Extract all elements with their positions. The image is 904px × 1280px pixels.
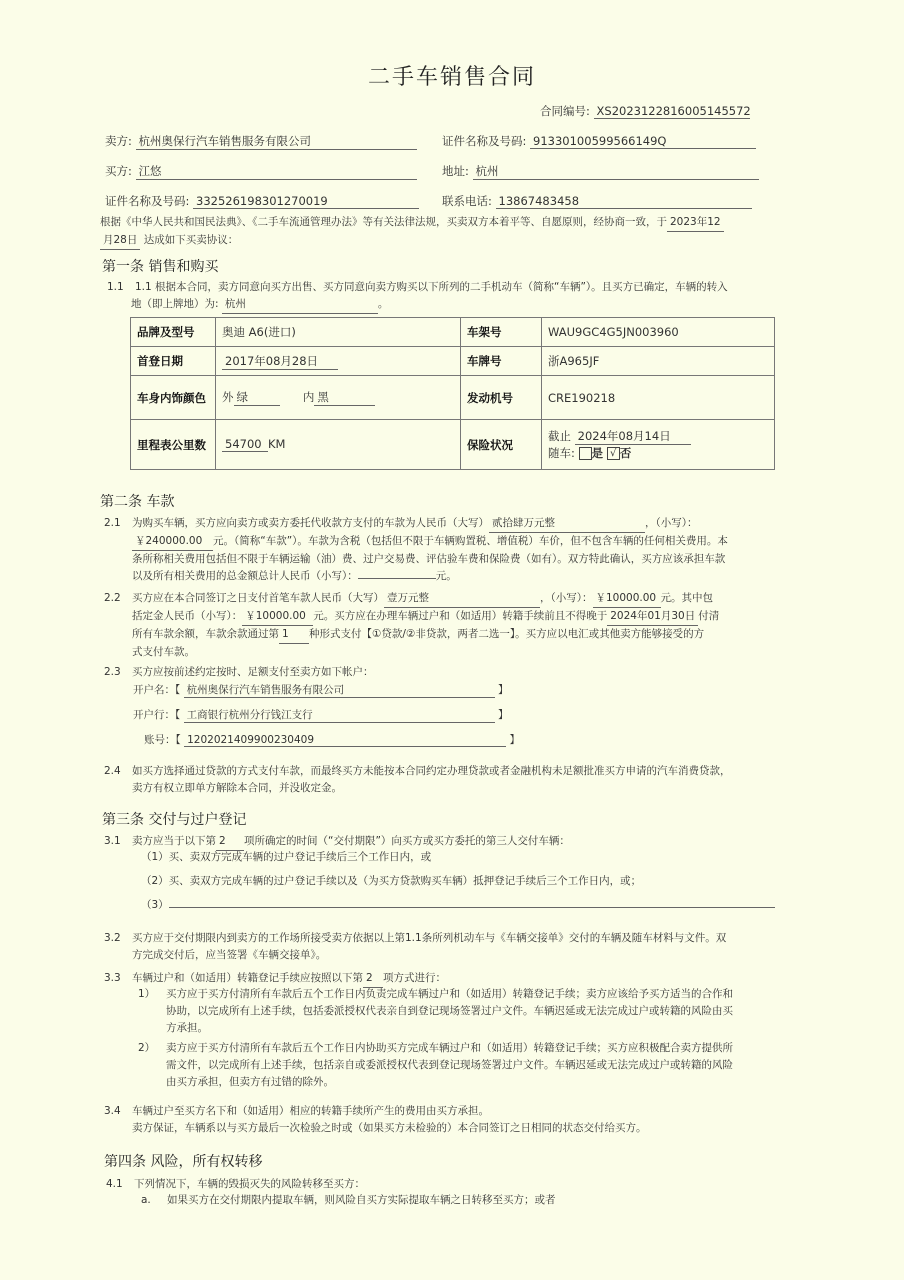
buyer-value: 江悠 <box>136 163 417 180</box>
vin-value: WAU9GC4G5JN003960 <box>542 318 775 347</box>
buyer-label: 买方: <box>105 164 132 178</box>
contract-number-row <box>540 103 750 119</box>
vehicle-table: 品牌及型号 奥迪 A6(进口) 车架号 WAU9GC4G5JN003960 首登日期 2017年08月28日 车牌号 浙A965JF 车身内饰颜色 外 绿 内 黑 发动机号 CRE190218 里程表公里数 54700 KM 保险状况 截止 2024年08月14日 随车: 是 √ 否 <box>130 317 775 470</box>
preamble: 根据《中华人民共和国民法典》、《二手车流通管理办法》等有关法律法规，买卖双方本着平等、自愿原则，经协商一致，于 2023年12 月28日 达成如下买卖协议： <box>100 214 780 250</box>
section-1-title: 第一条 销售和购买 <box>102 259 219 275</box>
preamble-date-b: 月28日 <box>100 232 140 250</box>
clause-3-1-item-1: （1）买、卖双方完成车辆的过户登记手续后三个工作日内，或 <box>141 851 432 863</box>
reg-date-label: 首登日期 <box>131 347 216 376</box>
clause-3-3-2: 2） 卖方应于买方付清所有车款后五个工作日内协助买方完成车辆过户和（如适用）转籍登记手续；买方应积极配合卖方提供所 需文件，以完成所有上述手续，包括亲自或委派授权代表到登记现场签署过户文件。车辆迟延或无法完成过户或转籍的风险 由买方承担，但卖方有过错的除外。 <box>138 1042 733 1088</box>
clause-3-1-item-3: （3） <box>141 897 781 914</box>
account-bank: 工商银行杭州分行钱江支行 <box>184 707 495 723</box>
buyer-id-label: 证件名称及号码: <box>105 194 190 208</box>
exterior-color: 绿 <box>234 389 280 406</box>
account-name-row: 开户名：【 杭州奥保行汽车销售服务有限公司 】 <box>133 684 509 696</box>
brand-value: 奥迪 A6(进口) <box>216 318 461 347</box>
reg-date-value: 2017年08月28日 <box>222 353 338 370</box>
clause-2-4: 2.4 如买方选择通过贷款的方式支付车款，而最终买方未能按本合同约定办理贷款或者金融机构未足额批准买方申请的汽车消费贷款， 卖方有权立即单方解除本合同，并没收定金。 <box>104 765 731 794</box>
seller-id-value: 91330100599566149Q <box>530 134 756 149</box>
clause-3-3-1: 1） 买方应于买方付清所有车款后五个工作日内负责完成车辆过户和（如适用）转籍登记手续；卖方应该给予买方适当的合作和 协助，以完成所有上述手续，包括委派授权代表亲自到登记现场签署过户文件。车辆迟延或无法完成过户或转籍的风险由买 方承担。 <box>138 988 733 1034</box>
engine-value: CRE190218 <box>542 376 775 420</box>
preamble-date-a: 2023年12 <box>667 214 724 232</box>
color-value: 外 绿 内 黑 <box>216 376 461 420</box>
clause-1-1: 1.1 1.1 根据本合同，卖方同意向买方出售、买方同意向卖方购买以下所列的二手机动车（简称“车辆”）。且买方已确定，车辆的转入 地（即上牌地）为: 杭州 。 <box>107 279 777 314</box>
checkbox-no-checked: √ <box>607 447 620 460</box>
seller-id-row <box>442 133 756 149</box>
buyer-id-value: 332526198301270019 <box>193 194 419 209</box>
section-4-title: 第四条 风险，所有权转移 <box>104 1154 263 1170</box>
mileage-value: 54700 <box>222 437 268 452</box>
destination-city: 杭州 <box>222 296 378 314</box>
section-2-title: 第二条 车款 <box>100 494 175 510</box>
clause-3-1: 3.1 卖方应当于以下第 2 项所确定的时间（“交付期限”）向买方或买方委托的第三人交付车辆： <box>104 833 784 851</box>
section-3-title: 第三条 交付与过户登记 <box>102 812 247 828</box>
color-label: 车身内饰颜色 <box>131 376 216 420</box>
phone-value: 13867483458 <box>496 194 752 209</box>
brand-label: 品牌及型号 <box>131 318 216 347</box>
engine-label: 发动机号 <box>461 376 542 420</box>
phone-row <box>442 193 752 209</box>
checkbox-yes <box>579 447 592 460</box>
phone-label: 联系电话: <box>442 194 492 208</box>
contract-number-label: 合同编号: <box>540 104 590 118</box>
seller-label: 卖方: <box>105 134 132 148</box>
clause-3-4: 3.4 车辆过户至买方名下和（如适用）相应的转籍手续所产生的费用由买方承担。 卖方保证，车辆系以与买方最后一次检验之时或（如果买方未检验的）本合同签订之日相同的状态交付给买方。 <box>104 1105 647 1134</box>
buyer-row <box>105 163 417 180</box>
interior-color: 黑 <box>314 389 375 406</box>
clause-2-1: 2.1 为购买车辆，买方应向卖方或卖方委托代收款方支付的车款为人民币（大写） 贰拾肆万元整 ，（小写）： ￥240000.00 元。（简称“车款”）。车款为含税（包括但不限于车辆购置税、增值税）车价，但不包含车辆的任何相关费用。本 条所称相关费用包括但不限于车辆运输（油）费、过户交易费、评估验车费和保险费（如有）。双方特此确认，买方应该承担车款 以及所有相关费用的总金额总计人民币（小写）： 元。 <box>104 517 728 582</box>
clause-2-3: 2.3 买方应按前述约定按时、足额支付至卖方如下帐户： <box>104 666 374 678</box>
clause-3-2: 3.2 买方应于交付期限内到卖方的工作场所接受卖方依据以上第1.1条所列机动车与《车辆交接单》交付的车辆及随车材料与文件。双 方完成交付后，应当签署《车辆交接单》。 <box>104 932 727 961</box>
account-name: 杭州奥保行汽车销售服务有限公司 <box>184 682 495 698</box>
account-bank-row: 开户行：【 工商银行杭州分行钱江支行 】 <box>133 709 509 721</box>
buyer-id-row <box>105 193 419 209</box>
seller-id-label: 证件名称及号码: <box>442 134 527 148</box>
address-label: 地址: <box>442 164 469 178</box>
address-row <box>442 163 759 180</box>
clause-3-1-item-2: （2）买、卖双方完成车辆的过户登记手续以及（为买方贷款购买车辆）抵押登记手续后三个工作日内，或； <box>141 875 642 887</box>
plate-label: 车牌号 <box>461 347 542 376</box>
clause-3-3: 3.3 车辆过户和（如适用）转籍登记手续应按照以下第 2 项方式进行： <box>104 970 784 988</box>
clause-4-1-a: a. 如果买方在交付期限内提取车辆，则风险自买方实际提取车辆之日转移至买方；或者 <box>141 1194 556 1206</box>
insurance-until: 2024年08月14日 <box>575 428 691 445</box>
account-number: 1202021409900230409 <box>184 734 506 747</box>
address-value: 杭州 <box>473 163 759 180</box>
page-title: 二手车销售合同 <box>367 65 536 90</box>
insurance-value: 截止 2024年08月14日 随车: 是 √ 否 <box>542 420 775 470</box>
clause-2-2: 2.2 买方应在本合同签订之日支付首笔车款人民币（大写） 壹万元整 ，（小写）： ￥10000.00 元。其中包 括定金人民币（小写）： ￥10000.00 元。买方应在办理车辆过户和（如适用）转籍手续前且不得晚于 2024年01月30日 付清 所有车款余额，车款余款通过第 1 种形式支付【①贷款/②非贷款，两者二选一】。买方应以电汇或其他卖方能够接受的方 式支付车款。 <box>104 592 720 658</box>
seller-value: 杭州奥保行汽车销售服务有限公司 <box>136 133 417 150</box>
plate-value: 浙A965JF <box>542 347 775 376</box>
mileage-label: 里程表公里数 <box>131 420 216 470</box>
account-number-row: 账号：【 1202021409900230409 】 <box>144 734 520 746</box>
clause-4-1: 4.1 下列情况下，车辆的毁损灭失的风险转移至买方： <box>106 1178 365 1190</box>
contract-number-value: XS2023122816005145572 <box>594 104 750 119</box>
vin-label: 车架号 <box>461 318 542 347</box>
seller-row <box>105 133 417 150</box>
insurance-label: 保险状况 <box>461 420 542 470</box>
